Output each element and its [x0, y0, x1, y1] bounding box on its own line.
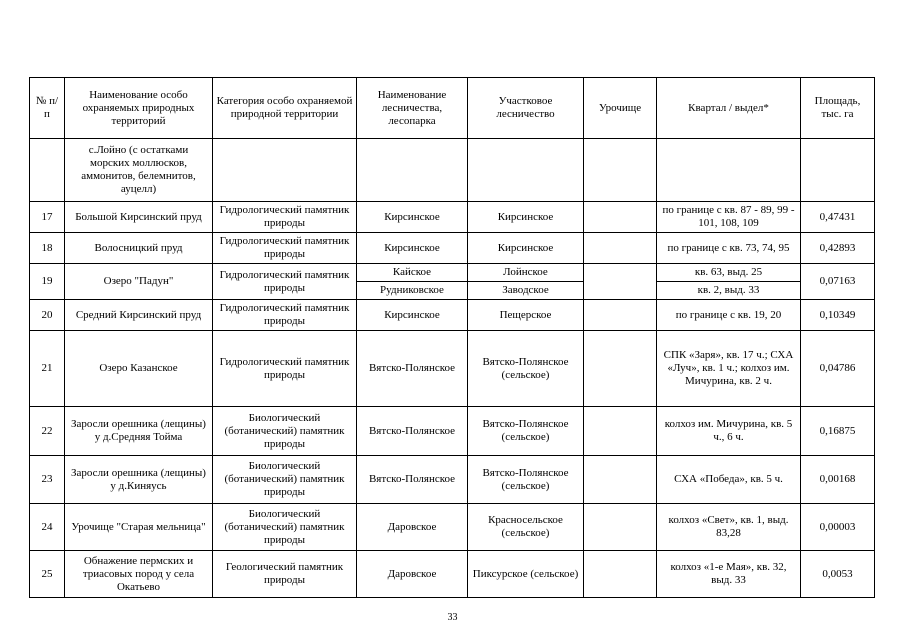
cell-quarter: колхоз «1-е Мая», кв. 32, выд. 33	[657, 551, 801, 598]
cell-forestry: Кирсинское	[357, 202, 468, 233]
cell-category: Биологический (ботанический) памятник природы	[213, 504, 357, 551]
cell-forestry: Рудниковское	[357, 282, 468, 300]
cell-num	[30, 139, 65, 202]
cell-category: Гидрологический памятник природы	[213, 233, 357, 264]
table-row	[30, 331, 875, 407]
cell-tract	[584, 456, 657, 504]
cell-area: 0,00168	[801, 456, 875, 504]
cell-category: Геологический памятник природы	[213, 551, 357, 598]
cell-quarter: СПК «Заря», кв. 17 ч.; СХА «Луч», кв. 1 ч.; колхоз им. Мичурина, кв. 2 ч.	[657, 331, 801, 407]
cell-quarter: колхоз «Свет», кв. 1, выд. 83,28	[657, 504, 801, 551]
cell-district: Кирсинское	[468, 202, 584, 233]
cell-district: Вятско-Полянское (сельское)	[468, 331, 584, 407]
cell-forestry: Даровское	[357, 504, 468, 551]
cell-area: 0,16875	[801, 407, 875, 456]
cell-quarter: СХА «Победа», кв. 5 ч.	[657, 456, 801, 504]
cell-district: Пиксурское (сельское)	[468, 551, 584, 598]
table-row	[30, 202, 875, 233]
cell-district: Заводское	[468, 282, 584, 300]
table-row	[30, 264, 875, 282]
header-tract: Урочище	[584, 78, 657, 139]
protected-areas-table	[29, 77, 875, 598]
cell-area: 0,07163	[801, 264, 875, 300]
cell-category: Гидрологический памятник природы	[213, 331, 357, 407]
cell-forestry	[357, 139, 468, 202]
cell-tract	[584, 300, 657, 331]
cell-district	[468, 139, 584, 202]
cell-name: Волосницкий пруд	[65, 233, 213, 264]
page-number: 33	[447, 612, 458, 623]
cell-name: с.Лойно (с остатками морских моллюсков, аммонитов, белемнитов, ауцелл)	[65, 139, 213, 202]
cell-quarter: кв. 2, выд. 33	[657, 282, 801, 300]
cell-name: Большой Кирсинский пруд	[65, 202, 213, 233]
cell-name: Озеро Казанское	[65, 331, 213, 407]
cell-area: 0,42893	[801, 233, 875, 264]
cell-tract	[584, 139, 657, 202]
cell-forestry: Даровское	[357, 551, 468, 598]
header-forestry: Наименование лесничества, лесопарка	[357, 78, 468, 139]
cell-tract	[584, 551, 657, 598]
header-area: Площадь, тыс. га	[801, 78, 875, 139]
header-district: Участковое лесничество	[468, 78, 584, 139]
cell-quarter: кв. 63, выд. 25	[657, 264, 801, 282]
cell-area	[801, 139, 875, 202]
cell-num: 21	[30, 331, 65, 407]
cell-category: Биологический (ботанический) памятник природы	[213, 456, 357, 504]
table-row	[30, 551, 875, 598]
cell-name: Заросли орешника (лещины) у д.Средняя Тойма	[65, 407, 213, 456]
cell-num: 22	[30, 407, 65, 456]
cell-num: 25	[30, 551, 65, 598]
cell-quarter: по границе с кв. 87 - 89, 99 - 101, 108, 109	[657, 202, 801, 233]
cell-num: 24	[30, 504, 65, 551]
table-row	[30, 139, 875, 202]
cell-num: 19	[30, 264, 65, 300]
cell-district: Вятско-Полянское (сельское)	[468, 456, 584, 504]
cell-forestry: Вятско-Полянское	[357, 331, 468, 407]
cell-quarter	[657, 139, 801, 202]
header-row	[30, 78, 875, 139]
cell-category: Гидрологический памятник природы	[213, 202, 357, 233]
header-num: № п/п	[30, 78, 65, 139]
cell-tract	[584, 504, 657, 551]
cell-num: 23	[30, 456, 65, 504]
cell-area: 0,10349	[801, 300, 875, 331]
table-row	[30, 233, 875, 264]
cell-forestry: Вятско-Полянское	[357, 456, 468, 504]
cell-district: Красносельское (сельское)	[468, 504, 584, 551]
cell-name: Средний Кирсинский пруд	[65, 300, 213, 331]
table-row	[30, 300, 875, 331]
header-category: Категория особо охраняемой природной территории	[213, 78, 357, 139]
cell-area: 0,00003	[801, 504, 875, 551]
cell-category: Гидрологический памятник природы	[213, 300, 357, 331]
header-quarter: Квартал / выдел*	[657, 78, 801, 139]
cell-forestry: Кирсинское	[357, 233, 468, 264]
cell-tract	[584, 331, 657, 407]
cell-forestry: Кирсинское	[357, 300, 468, 331]
cell-category: Гидрологический памятник природы	[213, 264, 357, 300]
cell-quarter: по границе с кв. 73, 74, 95	[657, 233, 801, 264]
cell-quarter: колхоз им. Мичурина, кв. 5 ч., 6 ч.	[657, 407, 801, 456]
cell-forestry: Вятско-Полянское	[357, 407, 468, 456]
cell-forestry: Кайское	[357, 264, 468, 282]
cell-tract	[584, 407, 657, 456]
cell-tract	[584, 233, 657, 264]
cell-num: 17	[30, 202, 65, 233]
cell-district: Кирсинское	[468, 233, 584, 264]
cell-name: Озеро "Падун"	[65, 264, 213, 300]
cell-district: Лойнское	[468, 264, 584, 282]
cell-category	[213, 139, 357, 202]
cell-num: 20	[30, 300, 65, 331]
cell-tract	[584, 264, 657, 300]
cell-area: 0,0053	[801, 551, 875, 598]
cell-district: Пещерское	[468, 300, 584, 331]
cell-name: Обнажение пермских и триасовых пород у села Окатьево	[65, 551, 213, 598]
cell-num: 18	[30, 233, 65, 264]
cell-category: Биологический (ботанический) памятник природы	[213, 407, 357, 456]
table-row	[30, 504, 875, 551]
cell-district: Вятско-Полянское (сельское)	[468, 407, 584, 456]
table-row	[30, 456, 875, 504]
cell-area: 0,47431	[801, 202, 875, 233]
header-name: Наименование особо охраняемых природных территорий	[65, 78, 213, 139]
cell-name: Заросли орешника (лещины) у д.Киняусь	[65, 456, 213, 504]
cell-tract	[584, 202, 657, 233]
table-row	[30, 407, 875, 456]
cell-area: 0,04786	[801, 331, 875, 407]
cell-quarter: по границе с кв. 19, 20	[657, 300, 801, 331]
cell-name: Урочище "Старая мельница"	[65, 504, 213, 551]
